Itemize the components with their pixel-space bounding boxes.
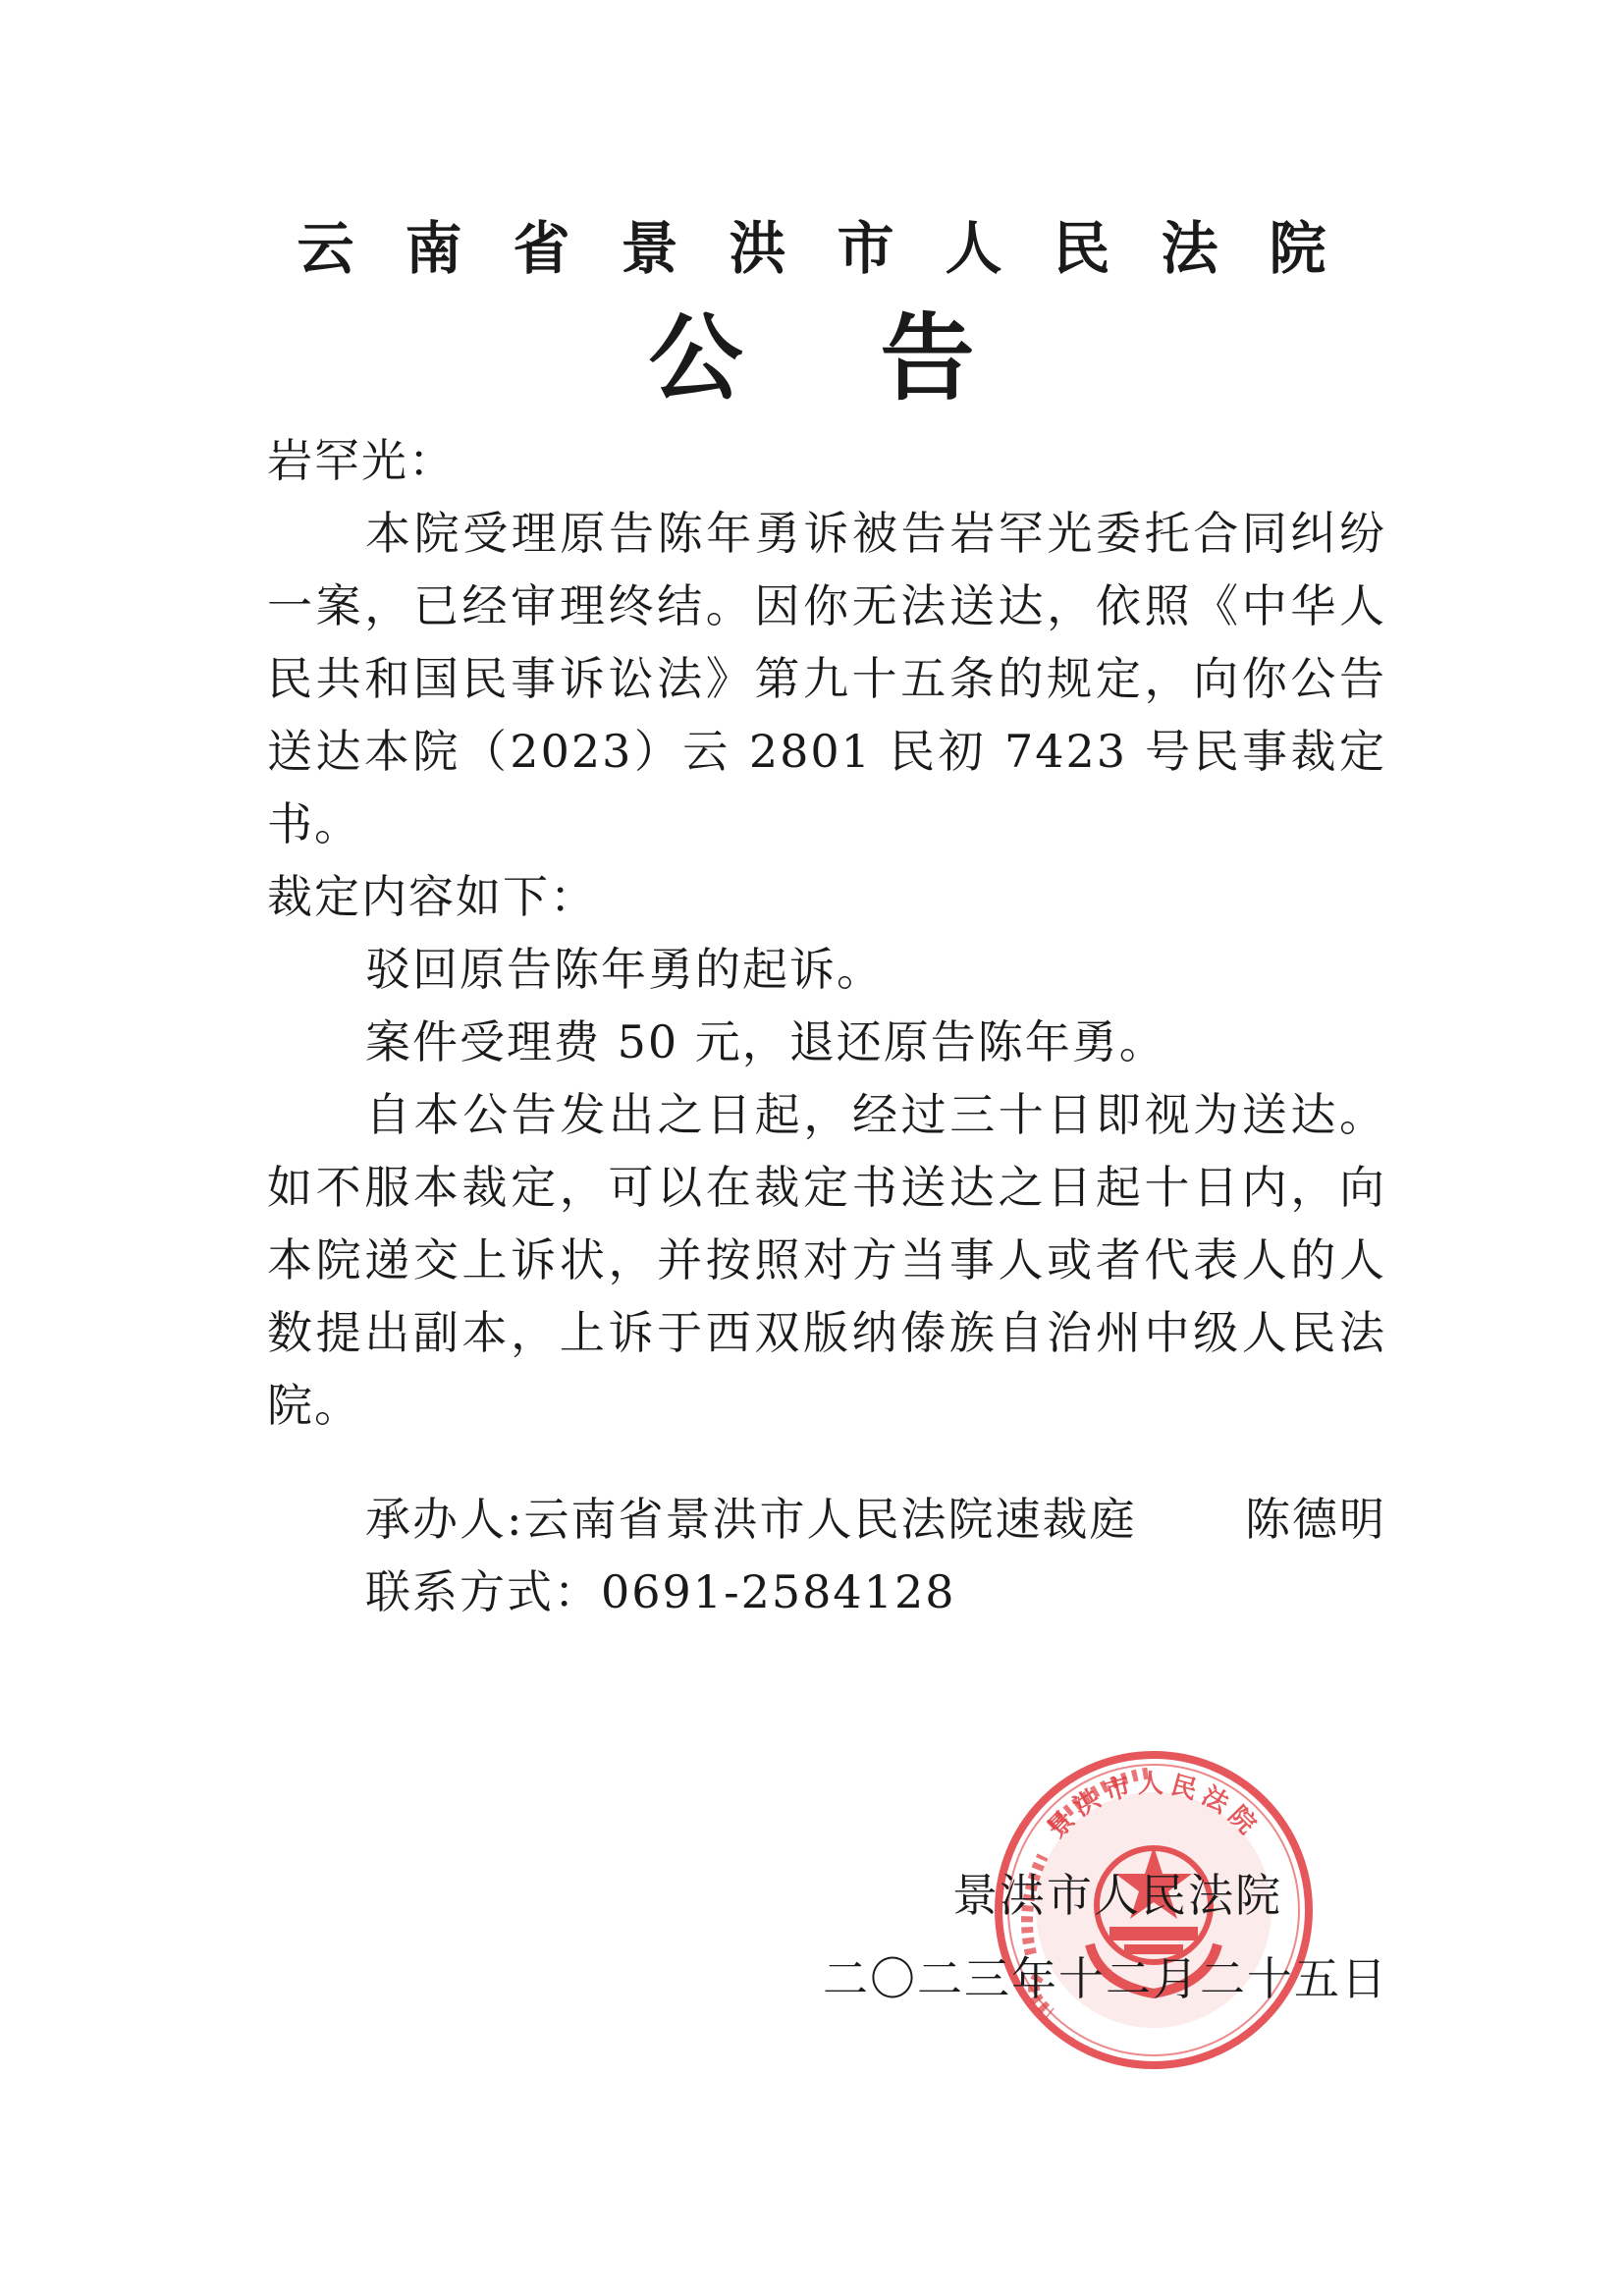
ruling-intro: 裁定内容如下： xyxy=(267,870,597,923)
phone-label: 联系方式： xyxy=(365,1565,601,1618)
paragraph-ruling: 驳回原告陈年勇的起诉。 xyxy=(365,943,884,996)
paragraph-fee: 案件受理费 50 元，退还原告陈年勇。 xyxy=(365,1015,1166,1068)
phone-row xyxy=(365,1556,1386,1628)
page-title: 公告 xyxy=(648,303,1112,413)
paragraph-case: 本院受理原告陈年勇诉被告岩罕光委托合同纠纷一案，已经审理终结。因你无法送达，依照《中华人民共和国民事诉讼法》第九十五条的规定，向你公告送达本院（2023）云 2801 民初 7423 号民事裁定书。 xyxy=(267,507,1386,850)
notice-body xyxy=(267,497,1386,1442)
court-name: 云南省景洪市人民法院 xyxy=(297,215,1378,282)
paragraph-appeal: 自本公告发出之日起，经过三十日即视为送达。如不服本裁定，可以在裁定书送达之日起十日内，向本院递交上诉状，并按照对方当事人或者代表人的人数提出副本，上诉于西双版纳傣族自治州中级人民法院。 xyxy=(267,1088,1386,1432)
seal-text: 景洪市人民法院 xyxy=(1042,1770,1266,1844)
handler-dept: 云南省景洪市人民法院速裁庭 xyxy=(523,1493,1137,1546)
signing-court: 景洪市人民法院 xyxy=(952,1869,1282,1922)
handler-name: 陈德明 xyxy=(1245,1493,1386,1546)
contact-block xyxy=(365,1483,1386,1628)
handler-label: 承办人: xyxy=(365,1493,524,1546)
handler-row xyxy=(365,1483,1386,1556)
signing-date: 二〇二三年十二月二十五日 xyxy=(823,1952,1388,2005)
phone-number: 0691-2584128 xyxy=(601,1565,956,1618)
handler-info xyxy=(365,1483,1137,1556)
addressee: 岩罕光： xyxy=(267,434,456,487)
